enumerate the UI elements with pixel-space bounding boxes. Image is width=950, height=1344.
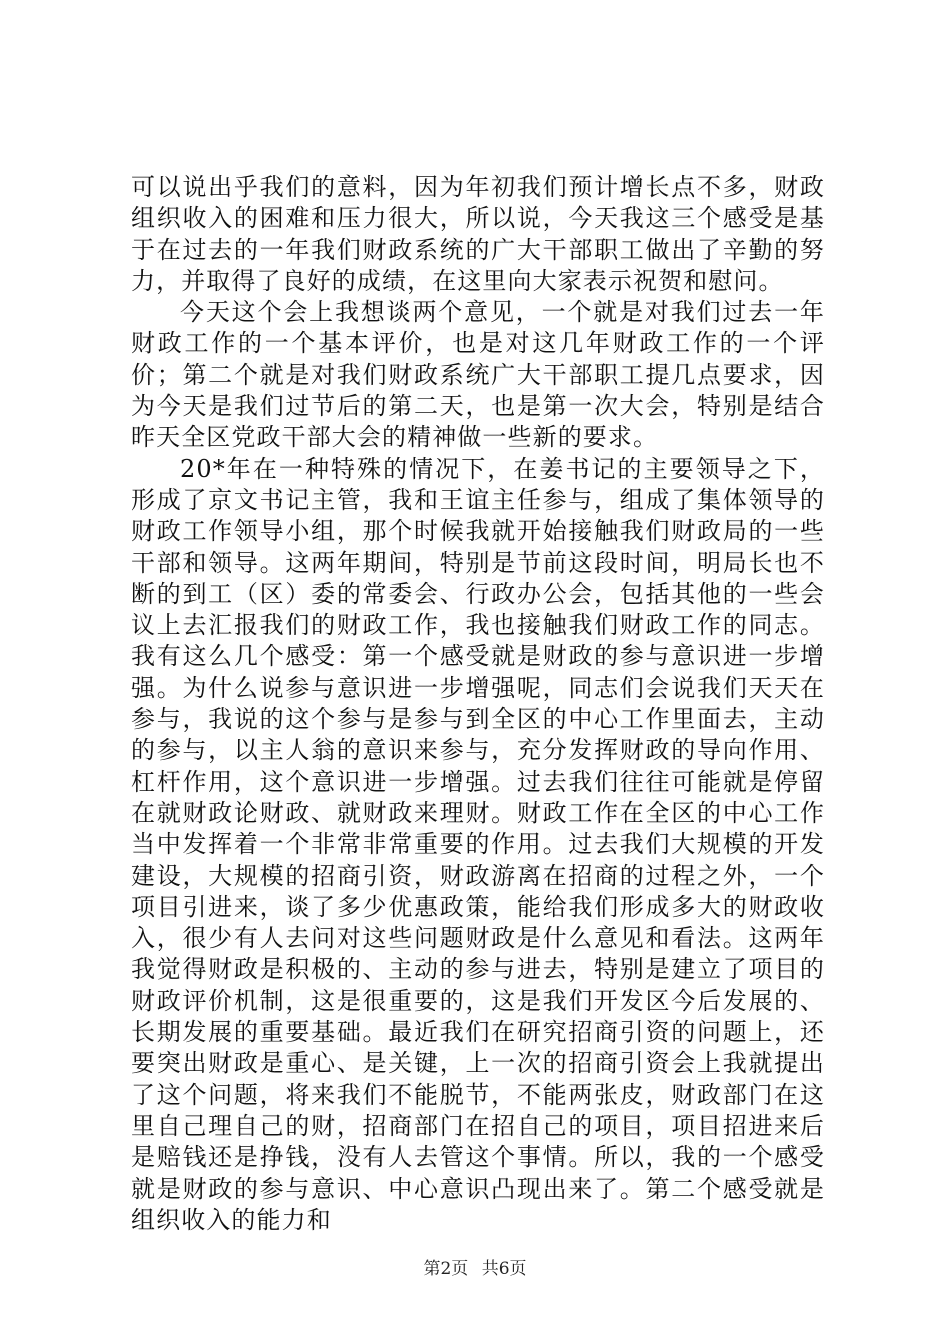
paragraph-1: 可以说出乎我们的意料，因为年初我们预计增长点不多，财政组织收入的困难和压力很大，所以说，今天我这三个感受是基于在过去的一年我们财政系统的广大干部职工做出了辛勤的努力，并取得了良好的成绩，在这里向大家表示祝贺和慰问。 xyxy=(131,173,825,295)
page-number: 第2页 xyxy=(423,1259,469,1279)
paragraph-3: 20*年在一种特殊的情况下，在姜书记的主要领导之下，形成了京文书记主管，我和王谊主任参与，组成了集体领导的财政工作领导小组，那个时候我就开始接触我们财政局的一些干部和领导。这两年期间，特别是节前这段时间，明局长也不断的到工（区）委的常委会、行政办公会，包括其他的一些会议上去汇报我们的财政工作，我也接触我们财政工作的同志。我有这么几个感受：第一个感受就是财政的参与意识进一步增强。为什么说参与意识进一步增强呢，同志们会说我们天天在参与，我说的这个参与是参与到全区的中心工作里面去，主动的参与，以主人翁的意识来参与，充分发挥财政的导向作用、杠杆作用，这个意识进一步增强。过去我们往往可能就是停留在就财政论财政、就财政来理财。财政工作在全区的中心工作当中发挥着一个非常非常重要的作用。过去我们大规模的开发建设，大规模的招商引资，财政游离在招商的过程之外，一个项目引进来，谈了多少优惠政策，能给我们形成多大的财政收入，很少有人去问对这些问题财政是什么意见和看法。这两年我觉得财政是积极的、主动的参与进去，特别是建立了项目的财政评价机制，这是很重要的，这是我们开发区今后发展的、长期发展的重要基础。最近我们在研究招商引资的问题上，还要突出财政是重心、是关键，上一次的招商引资会上我就提出了这个问题，将来我们不能脱节，不能两张皮，财政部门在这里自己理自己的财，招商部门在招自己的项目，项目招进来后是赔钱还是挣钱，没有人去管这个事情。所以，我的一个感受就是财政的参与意识、中心意识凸现出来了。第二个感受就是组织收入的能力和 xyxy=(131,454,825,1234)
document-body xyxy=(131,172,825,1236)
page-total: 共6页 xyxy=(481,1259,527,1279)
page-footer xyxy=(0,1254,950,1279)
paragraph-2: 今天这个会上我想谈两个意见，一个就是对我们过去一年财政工作的一个基本评价，也是对这几年财政工作的一个评价；第二个就是对我们财政系统广大干部职工提几点要求，因为今天是我们过节后的第二天，也是第一次大会，特别是结合昨天全区党政干部大会的精神做一些新的要求。 xyxy=(131,298,825,452)
